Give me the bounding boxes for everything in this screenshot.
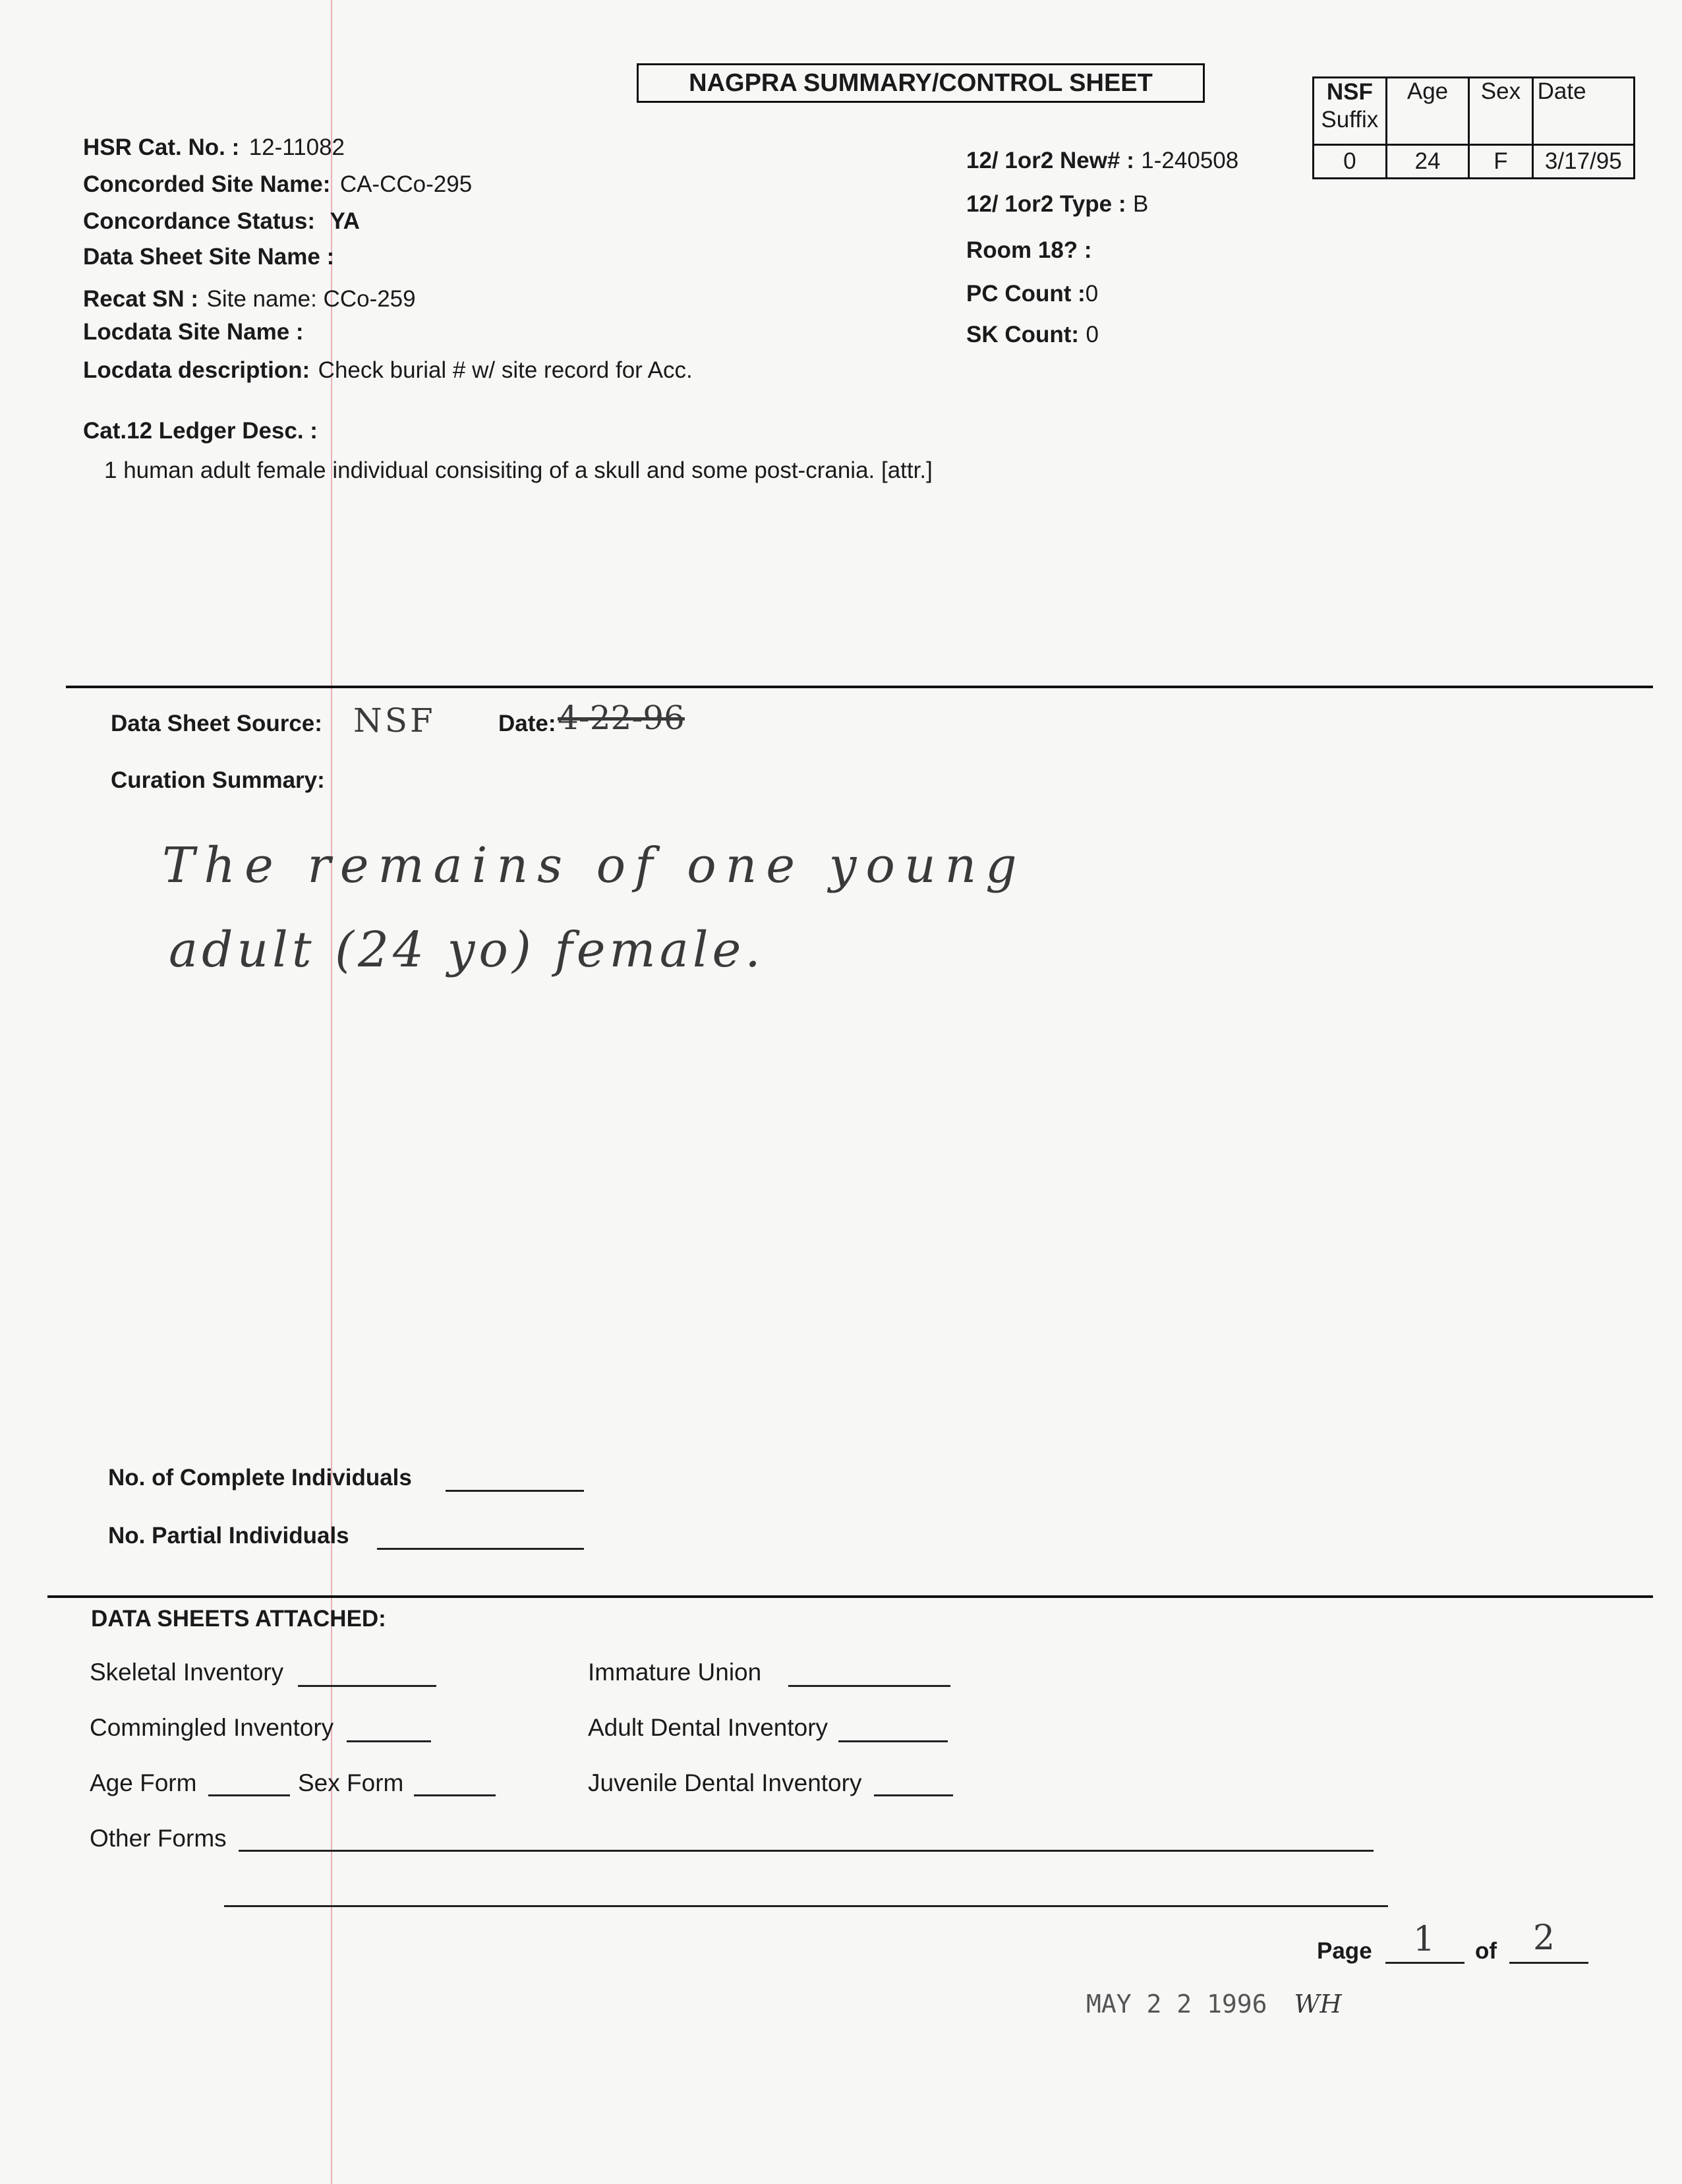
stamp-initials: WH — [1294, 1990, 1342, 2019]
page-total-value: 2 — [1533, 1918, 1555, 1958]
date-header: Date — [1532, 78, 1634, 145]
margin-rule — [331, 0, 332, 2184]
concordance-status-value: YA — [330, 208, 360, 234]
other-forms-line[interactable] — [239, 1850, 1374, 1852]
partial-individuals-label: No. Partial Individuals — [108, 1523, 349, 1549]
locdata-site-field — [83, 319, 304, 345]
page-label: Page — [1317, 1938, 1372, 1964]
stamp-date: MAY 2 2 1996 — [1086, 1990, 1267, 2019]
room18-field — [966, 237, 1092, 264]
juvenile-dental-line[interactable] — [874, 1794, 953, 1796]
hsr-cat-label: HSR Cat. No. : — [83, 134, 240, 160]
complete-individuals-label: No. of Complete Individuals — [108, 1465, 412, 1490]
sex-value: F — [1469, 144, 1532, 178]
sex-form-line[interactable] — [414, 1794, 496, 1796]
concordance-status-label: Concordance Status: — [83, 208, 315, 234]
page-number-line — [1385, 1962, 1464, 1964]
pc-count-value: 0 — [1085, 281, 1099, 307]
adult-dental-line[interactable] — [838, 1740, 948, 1742]
nsf-table — [1312, 76, 1635, 179]
section-divider-top — [66, 686, 1653, 688]
of-label: of — [1475, 1938, 1497, 1964]
section-divider-bottom — [47, 1595, 1653, 1598]
commingled-inventory-line[interactable] — [347, 1740, 431, 1742]
data-sheet-source-value: NSF — [353, 701, 436, 740]
new-num-value: 1-240508 — [1141, 148, 1239, 173]
type-field — [966, 191, 1148, 218]
data-sheet-site-label: Data Sheet Site Name : — [83, 244, 335, 270]
pc-count-field — [966, 281, 1098, 307]
locdata-desc-value: Check burial # w/ site record for Acc. — [318, 357, 693, 383]
recat-sn-value: Site name: CCo-259 — [206, 286, 416, 312]
immature-union-label: Immature Union — [588, 1659, 762, 1686]
sex-header: Sex — [1469, 78, 1532, 145]
new-num-label: 12/ 1or2 New# : — [966, 148, 1134, 173]
other-forms-label: Other Forms — [90, 1825, 227, 1852]
age-header: Age — [1386, 78, 1469, 145]
hsr-cat-field — [83, 134, 345, 161]
type-label: 12/ 1or2 Type : — [966, 191, 1126, 217]
nsf-suffix-value: 0 — [1314, 144, 1387, 178]
concorded-site-field — [83, 171, 472, 198]
locdata-site-label: Locdata Site Name : — [83, 319, 304, 345]
new-num-field — [966, 148, 1238, 174]
sex-form-label: Sex Form — [298, 1769, 404, 1796]
concorded-site-label: Concorded Site Name: — [83, 171, 331, 197]
sk-count-label: SK Count: — [966, 322, 1080, 347]
complete-individuals-line[interactable] — [446, 1490, 584, 1492]
locdata-desc-label: Locdata description: — [83, 357, 310, 383]
age-value: 24 — [1386, 144, 1469, 178]
pc-count-label: PC Count : — [966, 281, 1086, 307]
immature-union-line[interactable] — [788, 1685, 950, 1687]
date-value: 3/17/95 — [1532, 144, 1634, 178]
curation-summary-label: Curation Summary: — [111, 767, 325, 793]
curation-summary-line2: adult (24 yo) female. — [169, 922, 765, 978]
sk-count-value: 0 — [1086, 322, 1099, 347]
page-total-line — [1509, 1962, 1588, 1964]
partial-individuals-line[interactable] — [377, 1548, 584, 1550]
ledger-label: Cat.12 Ledger Desc. : — [83, 418, 318, 444]
sk-count-field — [966, 322, 1099, 348]
page-number-value: 1 — [1413, 1920, 1436, 1959]
skeletal-inventory-label: Skeletal Inventory — [90, 1659, 284, 1686]
juvenile-dental-label: Juvenile Dental Inventory — [588, 1769, 862, 1796]
sheet-title: NAGPRA SUMMARY/CONTROL SHEET — [637, 63, 1205, 103]
adult-dental-label: Adult Dental Inventory — [588, 1714, 828, 1741]
data-sheet-source-label: Data Sheet Source: — [111, 711, 322, 736]
age-form-label: Age Form — [90, 1769, 197, 1796]
skeletal-inventory-line[interactable] — [298, 1685, 436, 1687]
concorded-site-value: CA-CCo-295 — [339, 171, 473, 197]
curation-date-label: Date: — [498, 711, 556, 736]
other-forms-line-2[interactable] — [224, 1905, 1388, 1907]
data-sheet-site-field — [83, 244, 334, 270]
ledger-text: 1 human adult female individual consisiting of a skull and some post-crania. [attr.] — [104, 457, 933, 483]
data-sheets-attached-heading: DATA SHEETS ATTACHED: — [91, 1606, 386, 1632]
room18-label: Room 18? : — [966, 237, 1092, 263]
curation-summary-line1: The remains of one young — [162, 837, 1026, 894]
hsr-cat-value: 12-11082 — [248, 134, 345, 160]
recat-sn-label: Recat SN : — [83, 286, 199, 312]
recat-sn-field — [83, 286, 416, 312]
type-value: B — [1132, 191, 1149, 217]
received-date-stamp — [1086, 1990, 1342, 2019]
commingled-inventory-label: Commingled Inventory — [90, 1714, 334, 1741]
nsf-suffix-header: NSF Suffix — [1314, 78, 1387, 145]
concordance-status-field — [83, 208, 360, 235]
locdata-desc-field — [83, 357, 693, 384]
curation-date-value: 4-22-96 — [558, 699, 685, 737]
age-form-line[interactable] — [208, 1794, 290, 1796]
